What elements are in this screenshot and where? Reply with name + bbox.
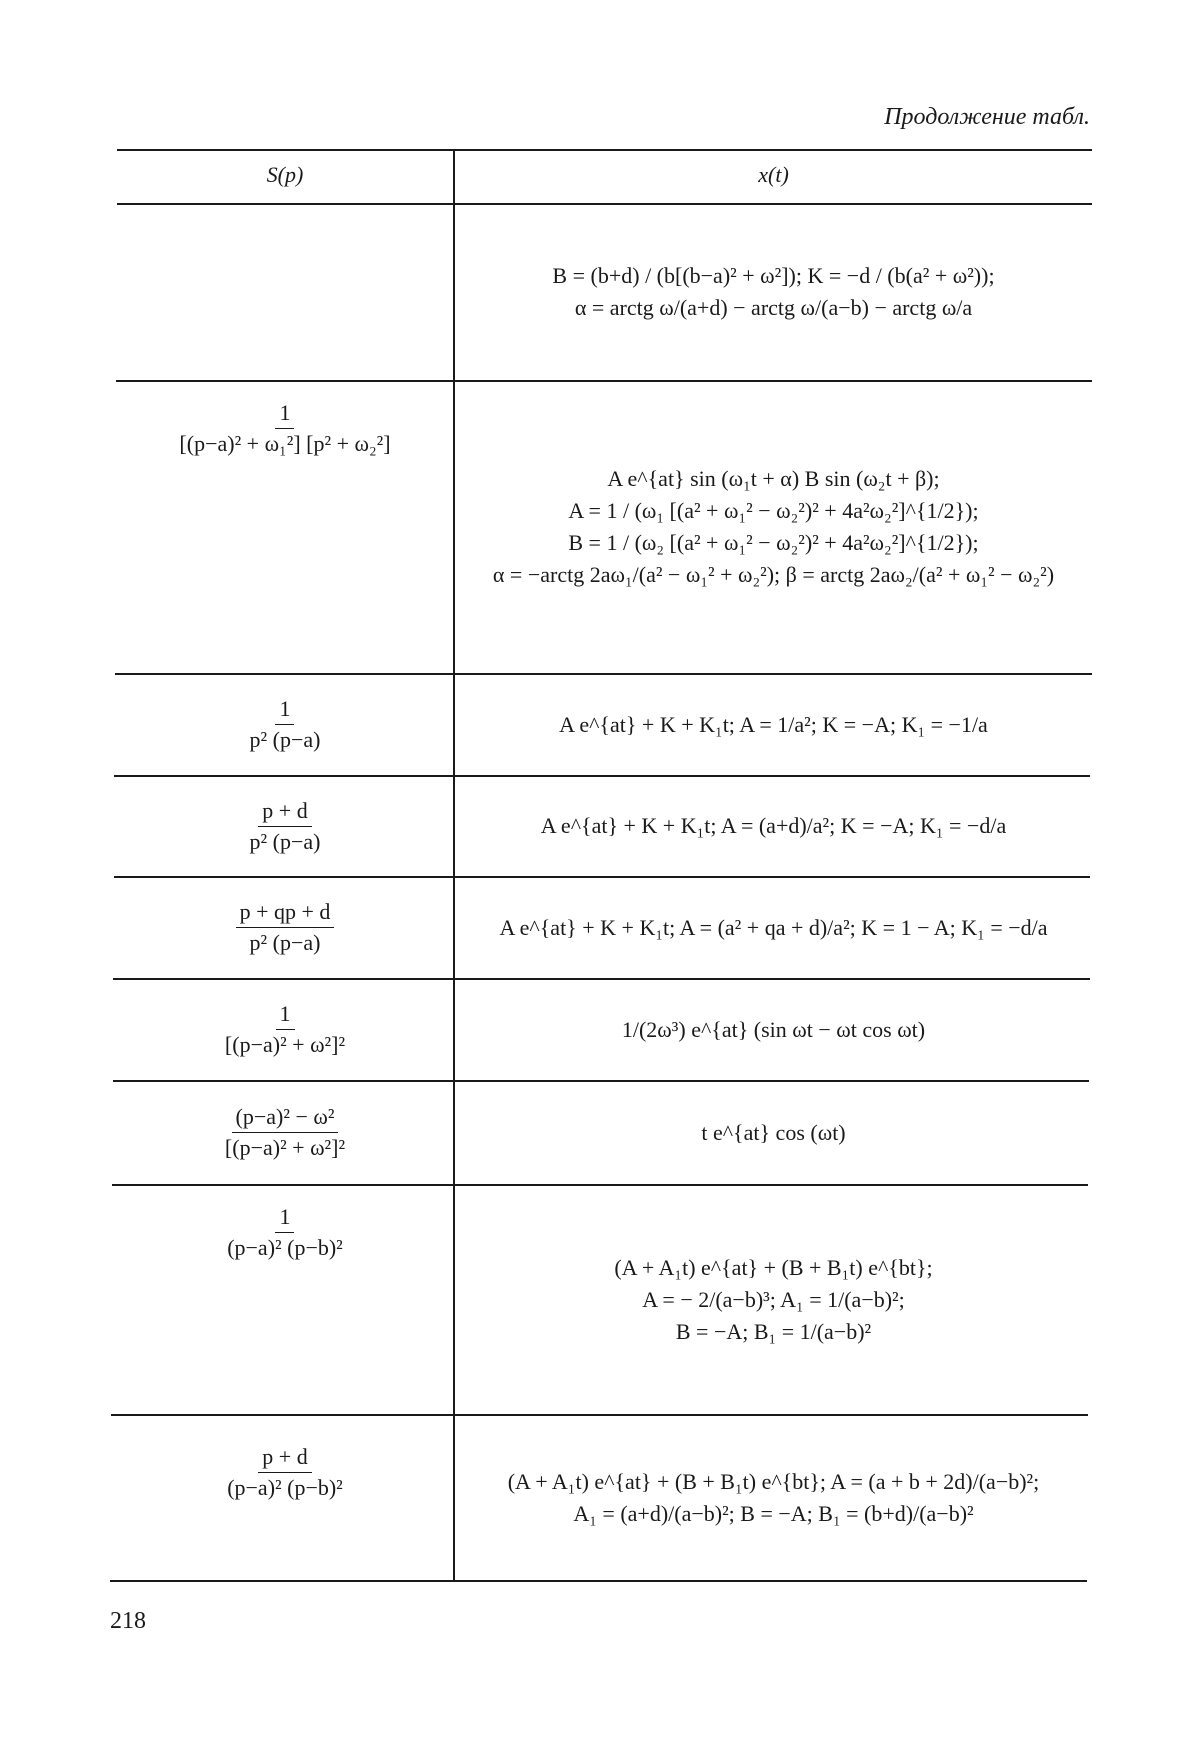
- sp-numerator: p + qp + d: [236, 899, 335, 928]
- row-divider: [116, 380, 1092, 382]
- sp-numerator: p + d: [258, 798, 311, 827]
- column-header-xt: x(t): [758, 162, 789, 187]
- sp-numerator: p + d: [258, 1444, 311, 1473]
- table-row: [455, 383, 1092, 671]
- formula-line: A e^{at} sin (ω₁t + α) B sin (ω₂t + β);: [607, 466, 940, 491]
- table-row: [455, 1187, 1092, 1412]
- row-divider: [114, 876, 1090, 878]
- page-number: 218: [110, 1608, 146, 1634]
- sp-formula: [117, 1417, 453, 1527]
- sp-numerator: 1: [275, 400, 294, 429]
- table-continuation-header: Продолжение табл.: [884, 104, 1090, 130]
- sp-denominator: p² (p−a): [249, 727, 321, 752]
- formula-line: (A + A₁t) e^{at} + (B + B₁t) e^{bt};: [614, 1254, 933, 1280]
- sp-denominator: [(p−a)² + ω²]²: [224, 1032, 346, 1057]
- formula-line: A e^{at} + K + K₁t; A = (a² + qa + d)/a²; K = 1 − A; K₁ = −d/a: [499, 914, 1048, 940]
- table-row: [455, 676, 1092, 773]
- sp-formula: [117, 1187, 453, 1277]
- table-row: [455, 1083, 1092, 1182]
- sp-formula: [117, 676, 453, 773]
- formula-line: A e^{at} + K + K₁t; A = 1/a²; K = −A; K₁ = −1/a: [559, 711, 988, 737]
- sp-formula: [117, 383, 453, 473]
- sp-formula: [117, 1083, 453, 1182]
- sp-denominator: [(p−a)² + ω₁²] [p² + ω₂²]: [179, 430, 391, 456]
- sp-numerator: 1: [275, 696, 294, 725]
- row-divider: [113, 978, 1090, 980]
- sp-numerator: (p−a)² − ω²: [232, 1104, 339, 1133]
- row-divider: [111, 1414, 1088, 1416]
- row-divider: [113, 1080, 1089, 1082]
- formula-line: 1/(2ω³) e^{at} (sin ωt − ωt cos ωt): [621, 1016, 926, 1042]
- table-row: [455, 206, 1092, 378]
- formula-line: α = −arctg 2aω₁/(a² − ω₁² + ω₂²); β = arctg 2aω₂/(a² + ω₁² − ω₂²): [492, 562, 1055, 587]
- sp-formula: [117, 879, 453, 976]
- table-row: [455, 1417, 1092, 1578]
- formula-line: (A + A₁t) e^{at} + (B + B₁t) e^{bt}; A = (a + b + 2d)/(a−b)²;: [507, 1468, 1040, 1494]
- table-row: [455, 879, 1092, 976]
- header-bottom-rule: [117, 203, 1092, 205]
- formula-line: B = 1 / (ω₂ [(a² + ω₁² − ω₂²)² + 4a²ω₂²]^{1/2});: [568, 530, 979, 555]
- row-divider: [114, 775, 1090, 777]
- sp-formula: [117, 981, 453, 1078]
- table-row: [455, 981, 1092, 1078]
- sp-numerator: 1: [276, 1001, 295, 1030]
- formula-line: B = (b+d) / (b[(b−a)² + ω²]); K = −d / (b(a² + ω²));: [552, 263, 995, 288]
- column-header-sp: S(p): [266, 162, 304, 187]
- sp-denominator: (p−a)² (p−b)²: [227, 1234, 343, 1260]
- row-divider: [112, 1184, 1088, 1186]
- table-bottom-rule: [110, 1580, 1087, 1582]
- table-top-rule: [117, 149, 1092, 151]
- sp-numerator: 1: [275, 1204, 294, 1233]
- formula-line: A e^{at} + K + K₁t; A = (a+d)/a²; K = −A; K₁ = −d/a: [540, 813, 1007, 838]
- formula-line: t e^{at} cos (ωt): [701, 1119, 846, 1145]
- sp-denominator: p² (p−a): [249, 930, 321, 955]
- formula-line: A₁ = (a+d)/(a−b)²; B = −A; B₁ = (b+d)/(a−b)²: [573, 1500, 974, 1526]
- sp-denominator: (p−a)² (p−b)²: [227, 1474, 343, 1500]
- table-row: [455, 778, 1092, 874]
- formula-line: α = arctg ω/(a+d) − arctg ω/(a−b) − arctg ω/a: [574, 295, 973, 320]
- row-divider: [115, 673, 1092, 675]
- sp-denominator: [(p−a)² + ω²]²: [224, 1135, 346, 1160]
- formula-line: A = 1 / (ω₁ [(a² + ω₁² − ω₂²)² + 4a²ω₂²]^{1/2});: [568, 498, 979, 523]
- sp-formula: [117, 778, 453, 874]
- formula-line: B = −A; B₁ = 1/(a−b)²: [675, 1318, 872, 1344]
- sp-denominator: p² (p−a): [249, 828, 321, 854]
- formula-line: A = − 2/(a−b)³; A₁ = 1/(a−b)²;: [642, 1286, 905, 1312]
